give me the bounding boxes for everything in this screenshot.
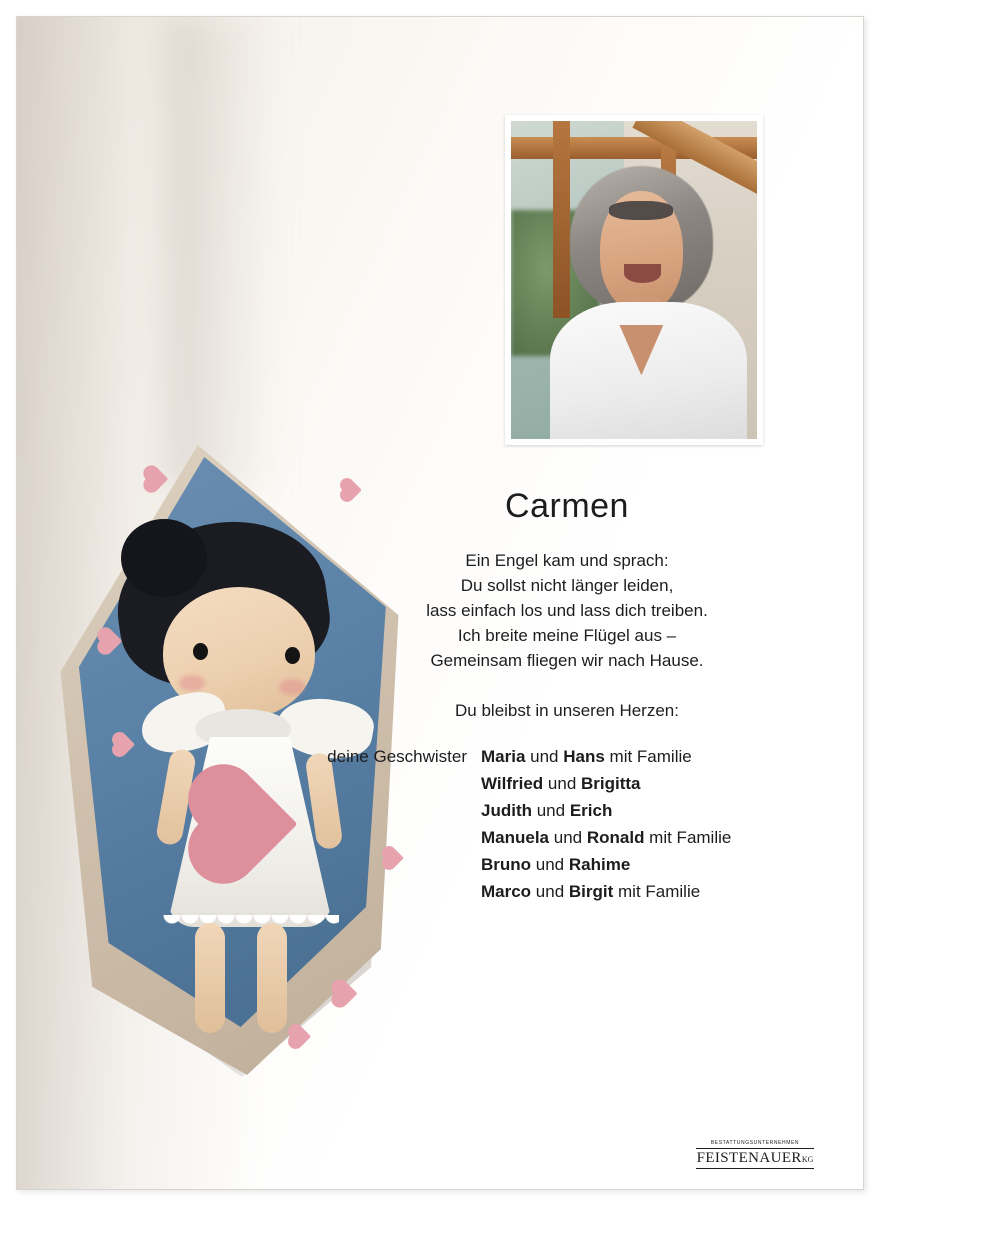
family-conjunction: und <box>525 747 564 766</box>
poem-line-3: lass einfach los und lass dich treiben. <box>426 601 708 620</box>
doll-eye-right <box>285 647 300 664</box>
family-row <box>307 797 827 824</box>
family-suffix: mit Familie <box>613 882 701 901</box>
family-list <box>307 743 827 905</box>
poem-line-2: Du sollst nicht länger leiden, <box>460 576 674 595</box>
family-row <box>307 878 827 905</box>
family-suffix: mit Familie <box>644 828 732 847</box>
logo-legal-form: KG <box>801 1155 814 1164</box>
poem-line-1: Ein Engel kam und sprach: <box>465 551 669 570</box>
memorial-text-block <box>307 487 827 905</box>
logo-company-name: FEISTENAUER <box>696 1150 802 1166</box>
family-conjunction: und <box>549 828 587 847</box>
family-name-first: Manuela <box>481 828 550 847</box>
photo-blouse <box>550 302 747 439</box>
funeral-home-logo <box>696 1140 814 1169</box>
family-row <box>307 770 827 797</box>
doll-leg-right <box>257 923 287 1033</box>
family-suffix: mit Familie <box>604 747 692 766</box>
logo-tagline: BESTATTUNGSUNTERNEHMEN <box>696 1140 814 1149</box>
family-name-first: Judith <box>481 801 532 820</box>
family-conjunction: und <box>531 855 569 874</box>
family-row <box>307 851 827 878</box>
doll-dress-lace-trim <box>163 915 339 933</box>
family-row <box>307 824 827 851</box>
family-name-first: Maria <box>481 747 526 766</box>
doll-hair-bun <box>121 519 207 597</box>
family-conjunction: und <box>532 801 570 820</box>
family-name-second: Hans <box>563 747 605 766</box>
family-name-first: Bruno <box>481 855 532 874</box>
logo-company-line <box>696 1149 814 1169</box>
doll-cheek-left <box>179 675 205 691</box>
doll-eye-left <box>193 643 208 660</box>
doll-cheek-right <box>279 679 305 695</box>
deceased-name: Carmen <box>505 487 629 525</box>
family-name-second: Rahime <box>568 855 631 874</box>
heart-icon <box>290 1026 311 1047</box>
family-conjunction: und <box>531 882 569 901</box>
heart-icon <box>333 981 357 1005</box>
photo-beam-left <box>553 121 570 318</box>
family-name-second: Erich <box>569 801 613 820</box>
heart-icon <box>146 468 169 491</box>
sunglasses-icon <box>609 201 673 220</box>
remembrance-line: Du bleibst in unseren Herzen: <box>455 701 679 720</box>
background-shadow-band <box>167 17 287 487</box>
family-name-first: Marco <box>481 882 532 901</box>
family-lead-label: deine Geschwister <box>327 747 467 766</box>
doll-leg-left <box>195 923 225 1033</box>
poem <box>307 548 827 673</box>
family-name-second: Birgit <box>568 882 614 901</box>
poem-line-4: Ich breite meine Flügel aus – <box>457 626 677 645</box>
poem-line-5: Gemeinsam fliegen wir nach Hause. <box>430 651 704 670</box>
family-conjunction: und <box>543 774 581 793</box>
portrait-photo <box>511 121 757 439</box>
family-name-second: Brigitta <box>581 774 641 793</box>
family-name-first: Wilfried <box>481 774 544 793</box>
family-name-second: Ronald <box>586 828 645 847</box>
family-row <box>307 743 827 770</box>
portrait-frame <box>505 115 763 445</box>
memorial-card <box>16 16 864 1190</box>
